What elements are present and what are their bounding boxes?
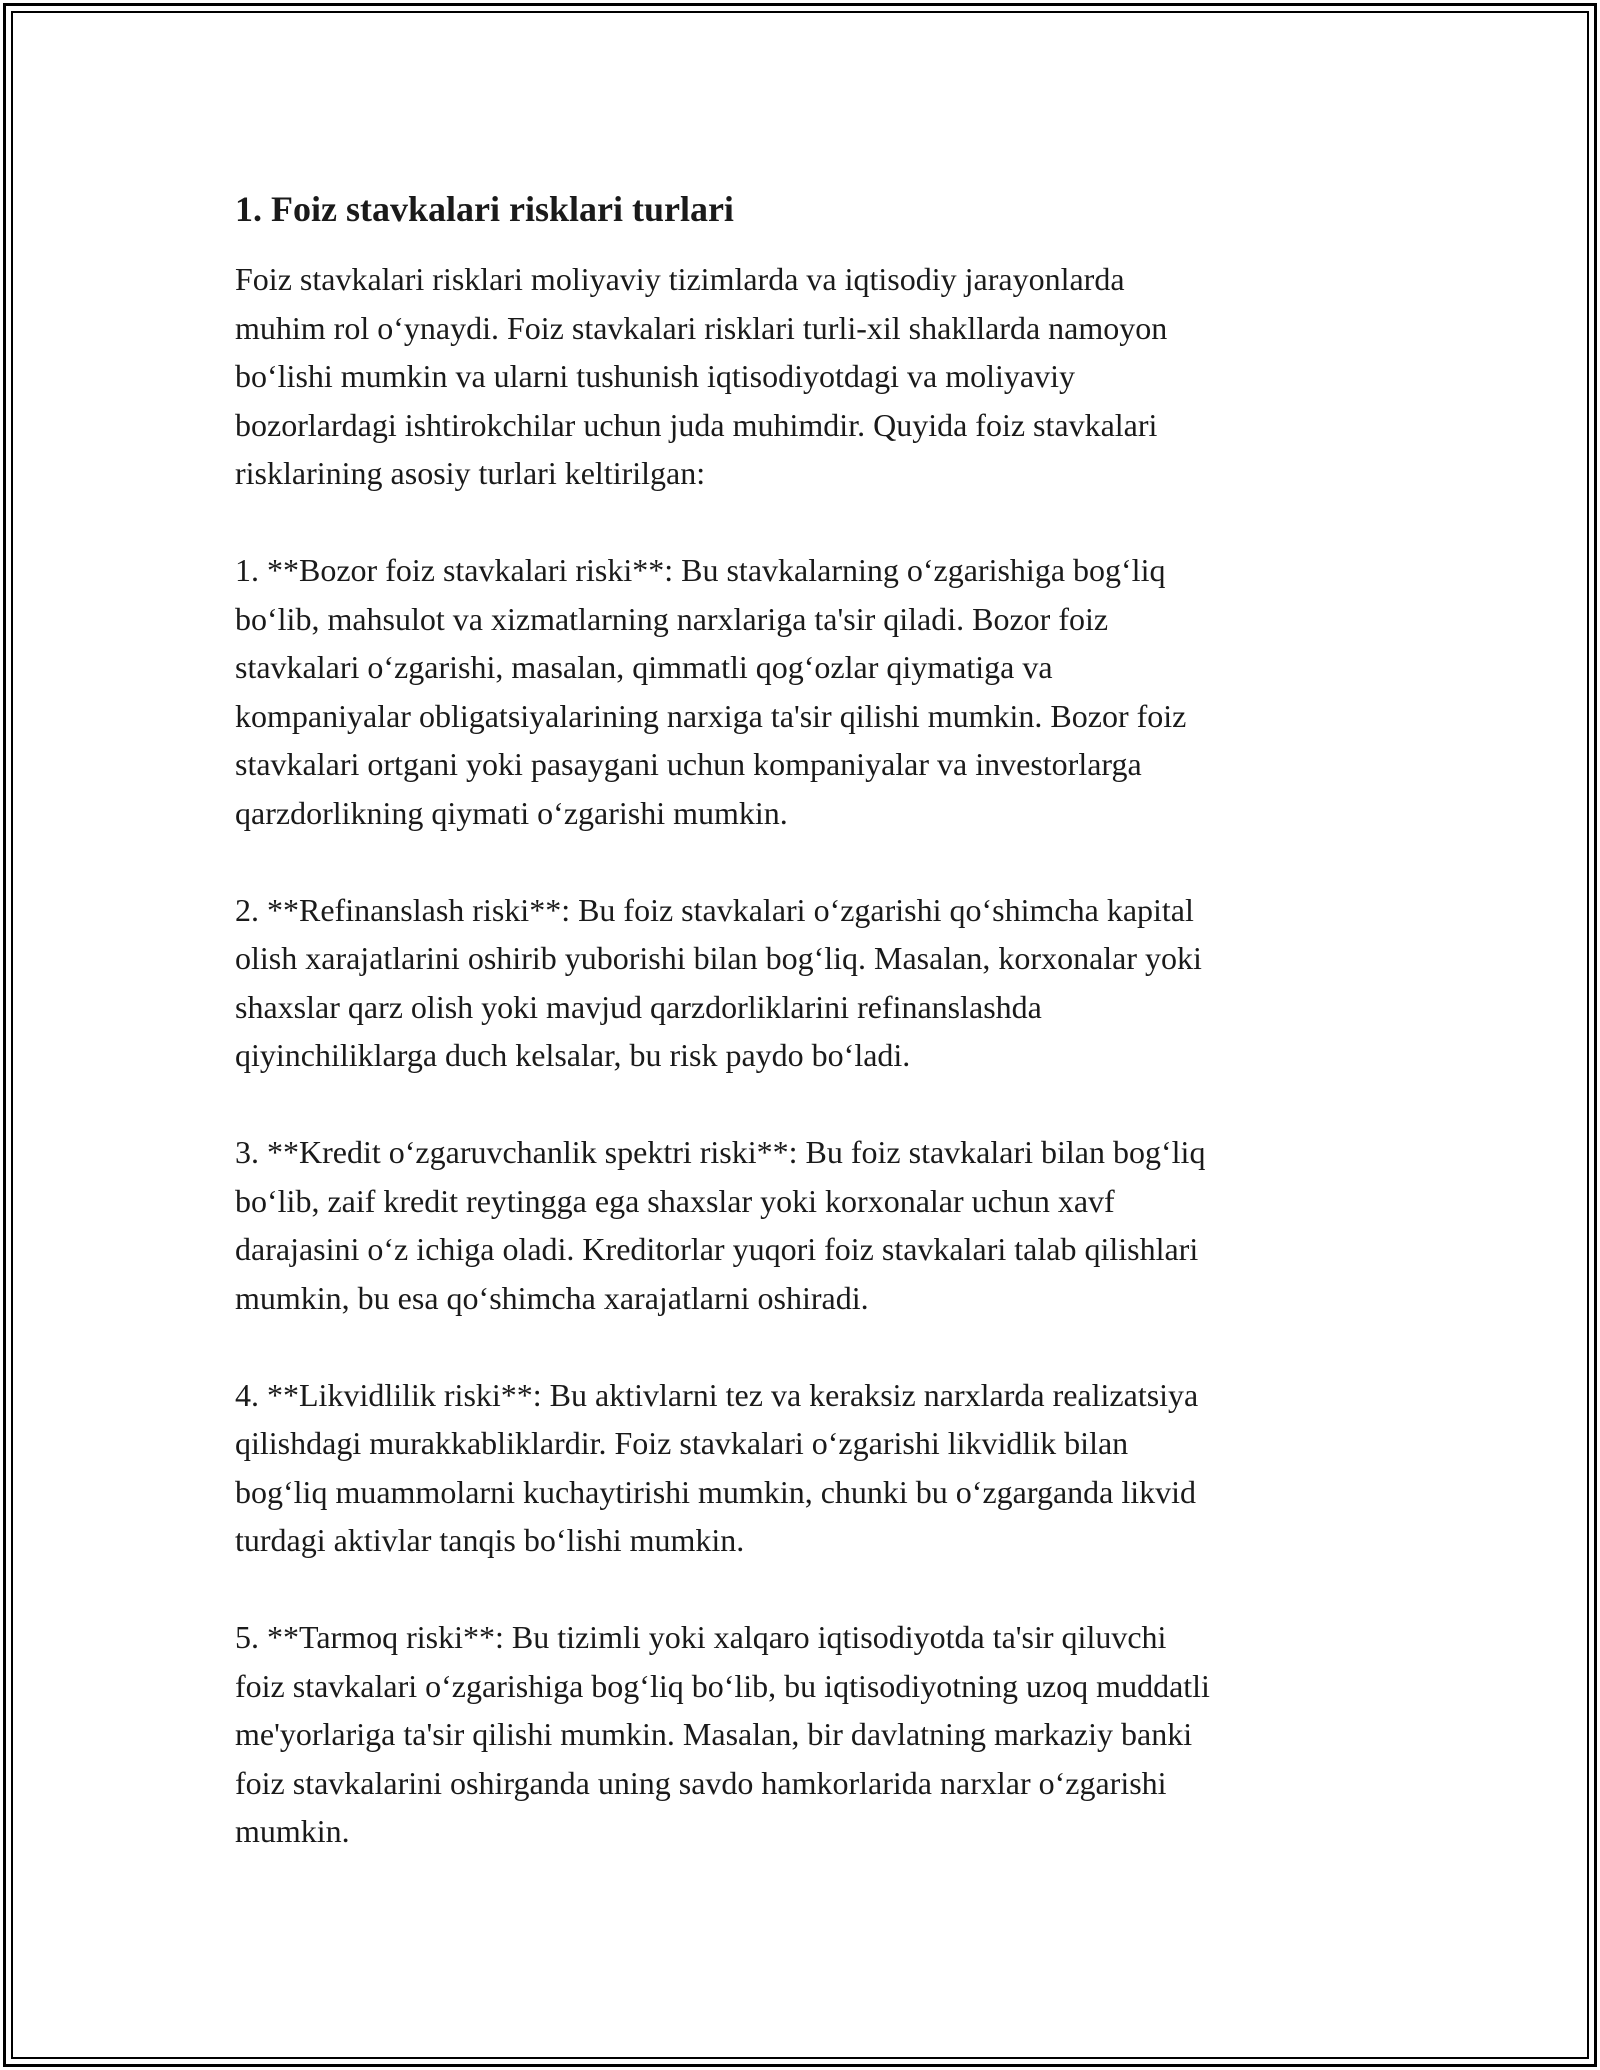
paragraph-item-3: 3. **Kredit oʻzgaruvchanlik spektri riski**: Bu foiz stavkalari bilan bogʻliq boʻlib, zaif kredit reytingga ega shaxslar yoki korxonalar uchun xavf darajasini oʻz ichiga oladi. Kreditorlar yuqori foiz stavkalari talab qilishlari mumkin, bu esa qoʻshimcha xarajatlarni oshiradi. xyxy=(235,1134,1206,1316)
document-body xyxy=(235,185,1375,1904)
paragraph-item-1: 1. **Bozor foiz stavkalari riski**: Bu stavkalarning oʻzgarishiga bogʻliq boʻlib, mahsulot va xizmatlarning narxlariga ta'sir qiladi. Bozor foiz stavkalari oʻzgarishi, masalan, qimmatli qogʻozlar qiymatiga va kompaniyalar obligatsiyalarining narxiga ta'sir qilishi mumkin. Bozor foiz stavkalari ortgani yoki pasaygani uchun kompaniyalar va investorlarga qarzdorlikning qiymati oʻzgarishi mumkin. xyxy=(235,552,1187,831)
paragraph-item-5: 5. **Tarmoq riski**: Bu tizimli yoki xalqaro iqtisodiyotda ta'sir qiluvchi foiz stavkalari oʻzgarishiga bogʻliq boʻlib, bu iqtisodiyotning uzoq muddatli me'yorlariga ta'sir qilishi mumkin. Masalan, bir davlatning markaziy banki foiz stavkalarini oshirganda uning savdo hamkorlarida narxlar oʻzgarishi mumkin. xyxy=(235,1619,1210,1849)
paragraph-item-4: 4. **Likvidlilik riski**: Bu aktivlarni tez va keraksiz narxlarda realizatsiya qilishdagi murakkabliklardir. Foiz stavkalari oʻzgarishi likvidlik bilan bogʻliq muammolarni kuchaytirishi mumkin, chunki bu oʻzgarganda likvid turdagi aktivlar tanqis boʻlishi mumkin. xyxy=(235,1376,1199,1558)
paragraph-item-2: 2. **Refinanslash riski**: Bu foiz stavkalari oʻzgarishi qoʻshimcha kapital olish xarajatlarini oshirib yuborishi bilan bogʻliq. Masalan, korxonalar yoki shaxslar qarz olish yoki mavjud qarzdorliklarini refinanslashda qiyinchiliklarga duch kelsalar, bu risk paydo boʻladi. xyxy=(235,891,1202,1073)
document-title: 1. Foiz stavkalari risklari turlari xyxy=(235,189,734,229)
paragraph-intro: Foiz stavkalari risklari moliyaviy tizimlarda va iqtisodiy jarayonlarda muhim rol oʻynaydi. Foiz stavkalari risklari turli-xil shakllarda namoyon boʻlishi mumkin va ularni tushunish iqtisodiyotdagi va moliyaviy bozorlardagi ishtirokchilar uchun juda muhimdir. Quyida foiz stavkalari risklarining asosiy turlari keltirilgan: xyxy=(235,261,1168,491)
